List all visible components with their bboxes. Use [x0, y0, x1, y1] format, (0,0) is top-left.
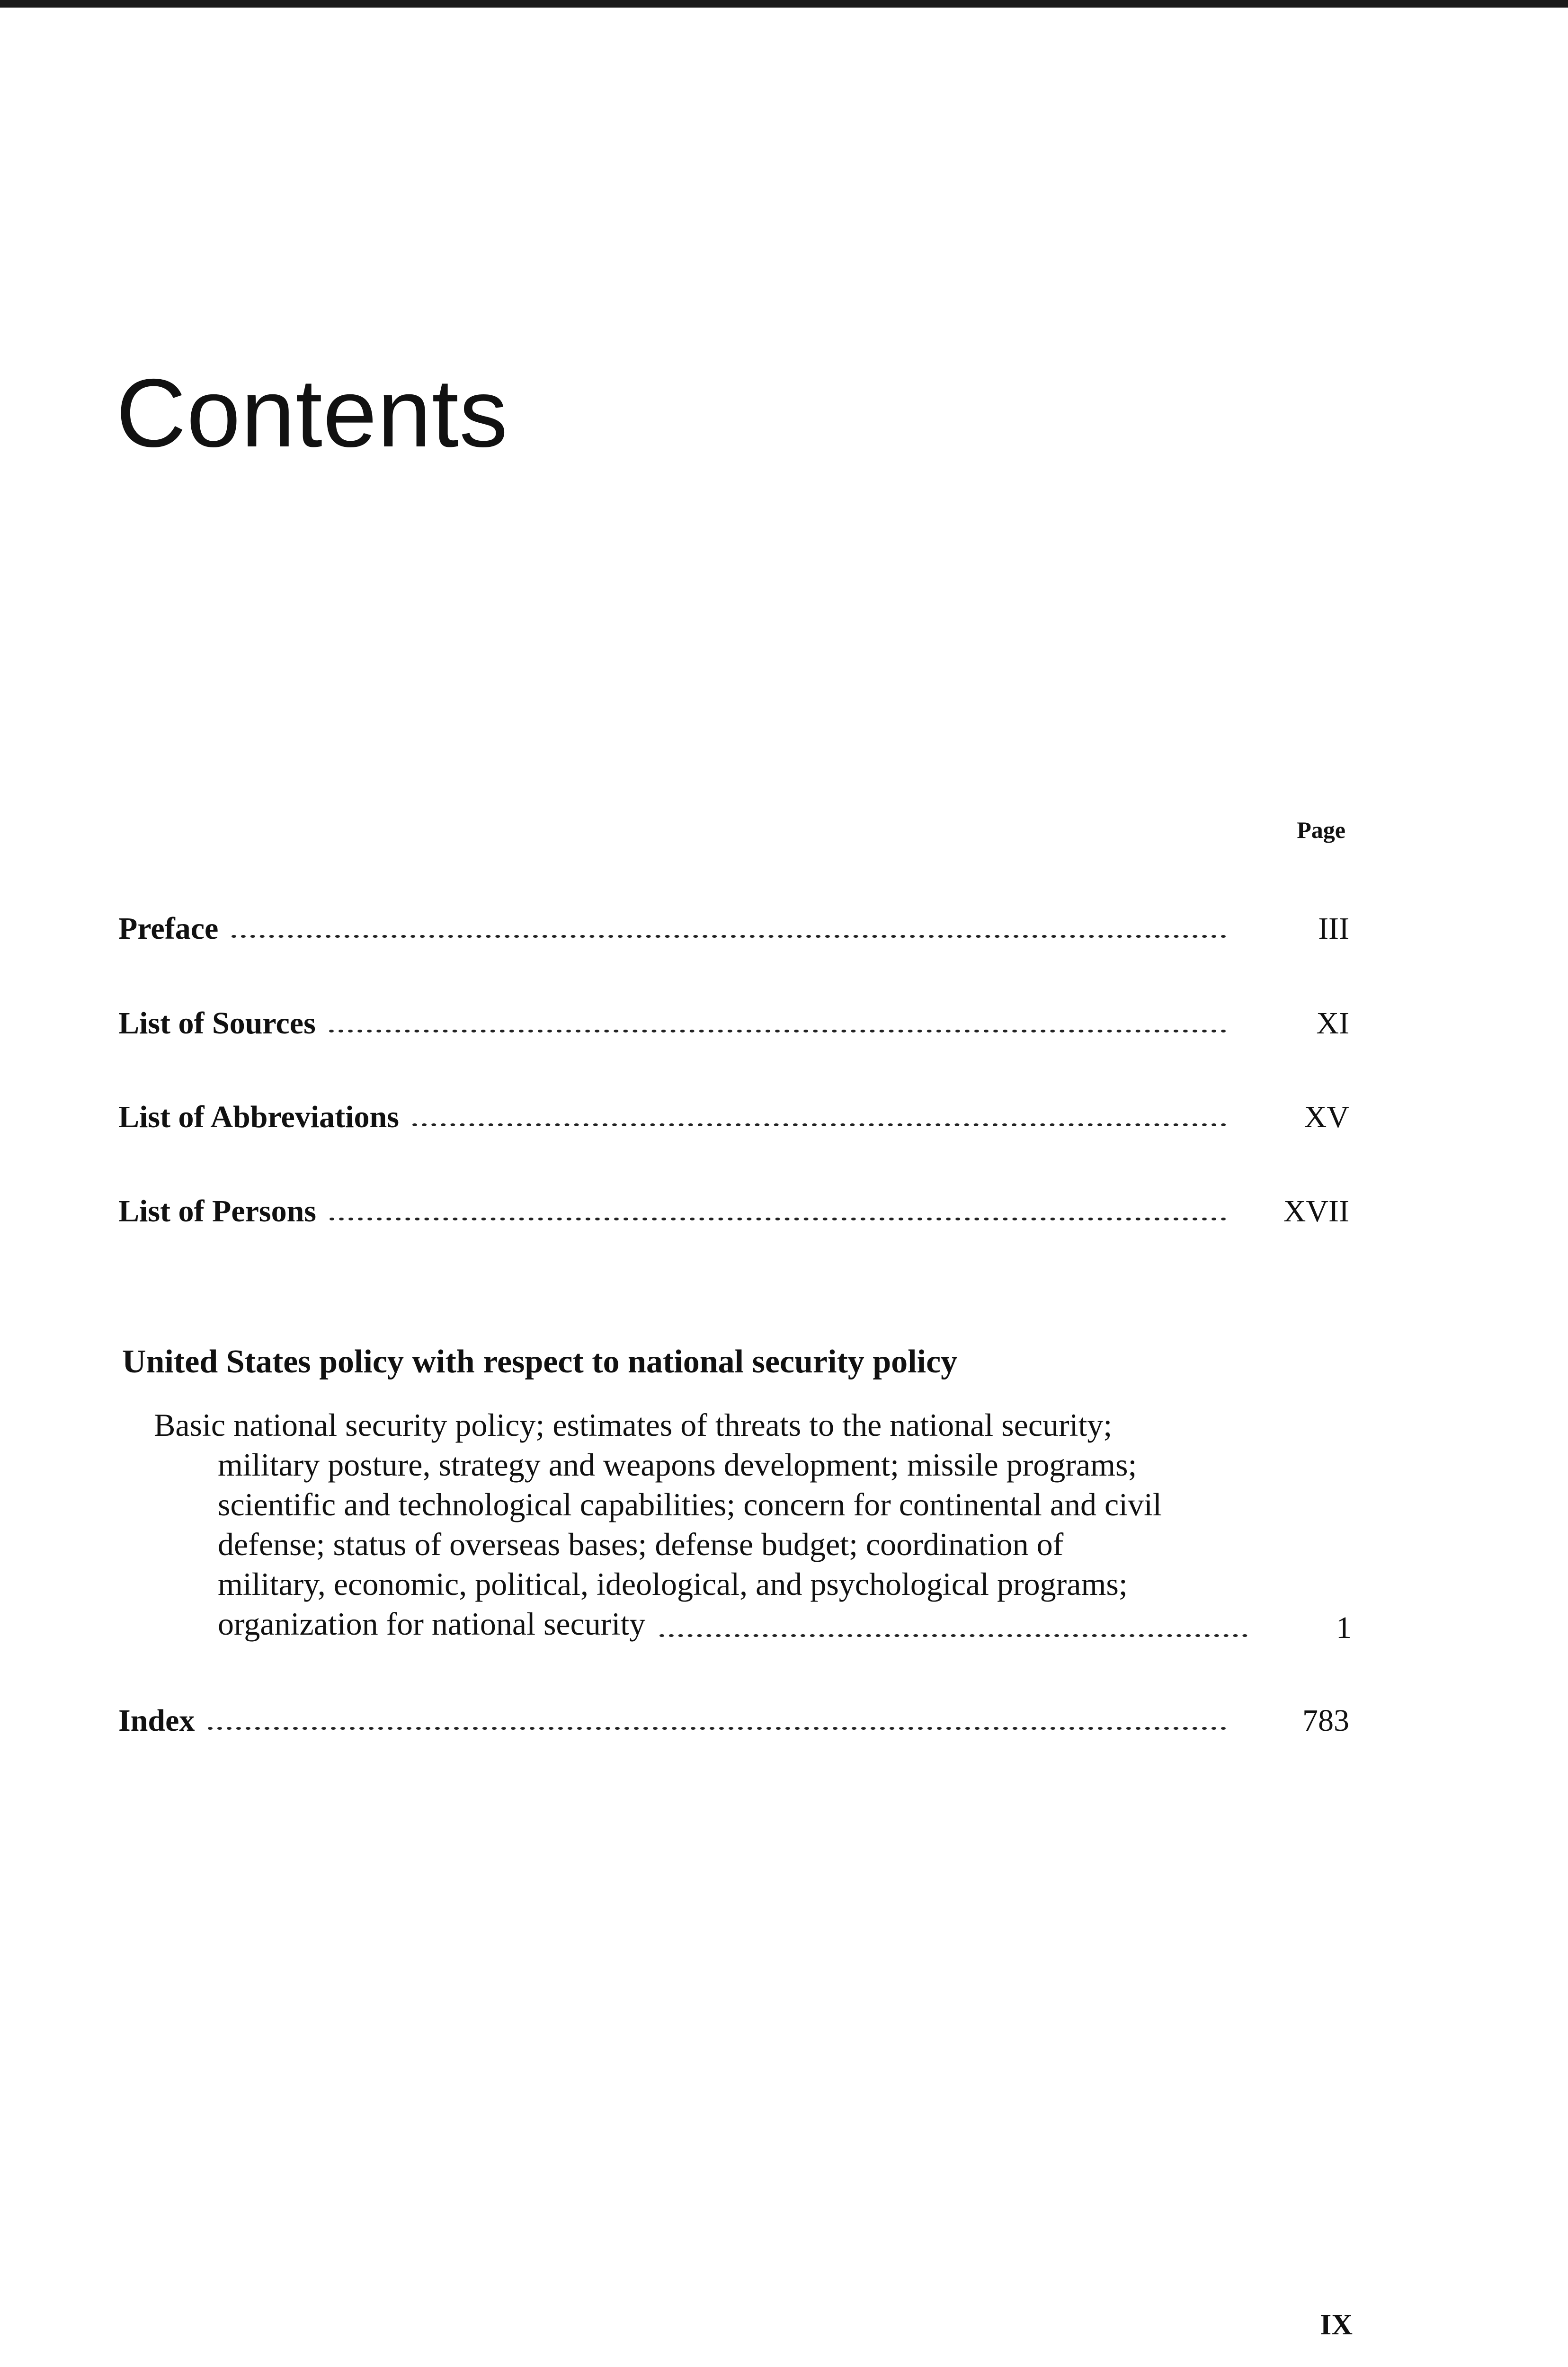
toc-entry-list-of-persons[interactable] — [118, 1184, 1349, 1227]
section-heading: United States policy with respect to national security policy — [122, 1344, 958, 1380]
toc-entry-page: XV — [1304, 1100, 1349, 1134]
toc-entry-title: List of Persons — [118, 1194, 316, 1228]
dot-leader — [412, 1118, 1226, 1126]
toc-entry-index[interactable] — [118, 1694, 1349, 1736]
toc-entry-list-of-sources[interactable] — [118, 997, 1349, 1039]
toc-entry-page: 783 — [1302, 1703, 1349, 1738]
dot-leader — [330, 1212, 1226, 1220]
toc-entry-list-of-abbreviations[interactable] — [118, 1090, 1349, 1133]
section-page: 1 — [1336, 1611, 1352, 1645]
toc-entry-title: List of Abbreviations — [118, 1100, 399, 1134]
section-description-line: military, economic, political, ideological, and psychological programs; — [218, 1566, 1128, 1602]
section-description-last-line — [154, 1604, 1352, 1644]
section-description-line: defense; status of overseas bases; defense budget; coordination of — [218, 1526, 1064, 1562]
toc-entry-title: Index — [118, 1703, 195, 1738]
top-border-rule — [0, 0, 1568, 8]
page-title: Contents — [116, 359, 508, 467]
toc-entry-page: XI — [1316, 1006, 1349, 1041]
dot-leader — [329, 1024, 1226, 1032]
dot-leader — [208, 1721, 1226, 1730]
toc-entry-preface[interactable] — [118, 902, 1349, 944]
dot-leader — [659, 1628, 1247, 1637]
page-folio: IX — [1320, 2309, 1353, 2341]
toc-entry-title: List of Sources — [118, 1006, 316, 1041]
dot-leader — [232, 929, 1226, 938]
toc-entry-page: III — [1318, 911, 1349, 946]
section-description-line: military posture, strategy and weapons development; missile programs; — [218, 1447, 1137, 1483]
section-description-line: organization for national security — [218, 1606, 646, 1642]
section-description-line: scientific and technological capabilities; concern for continental and civil — [218, 1486, 1162, 1522]
page-column-label: Page — [1297, 817, 1345, 843]
toc-entry-page: XVII — [1283, 1194, 1349, 1228]
toc-entry-title: Preface — [118, 911, 219, 946]
section-entry[interactable] — [154, 1405, 1352, 1644]
section-description-line: Basic national security policy; estimates of threats to the national security; — [154, 1407, 1113, 1443]
